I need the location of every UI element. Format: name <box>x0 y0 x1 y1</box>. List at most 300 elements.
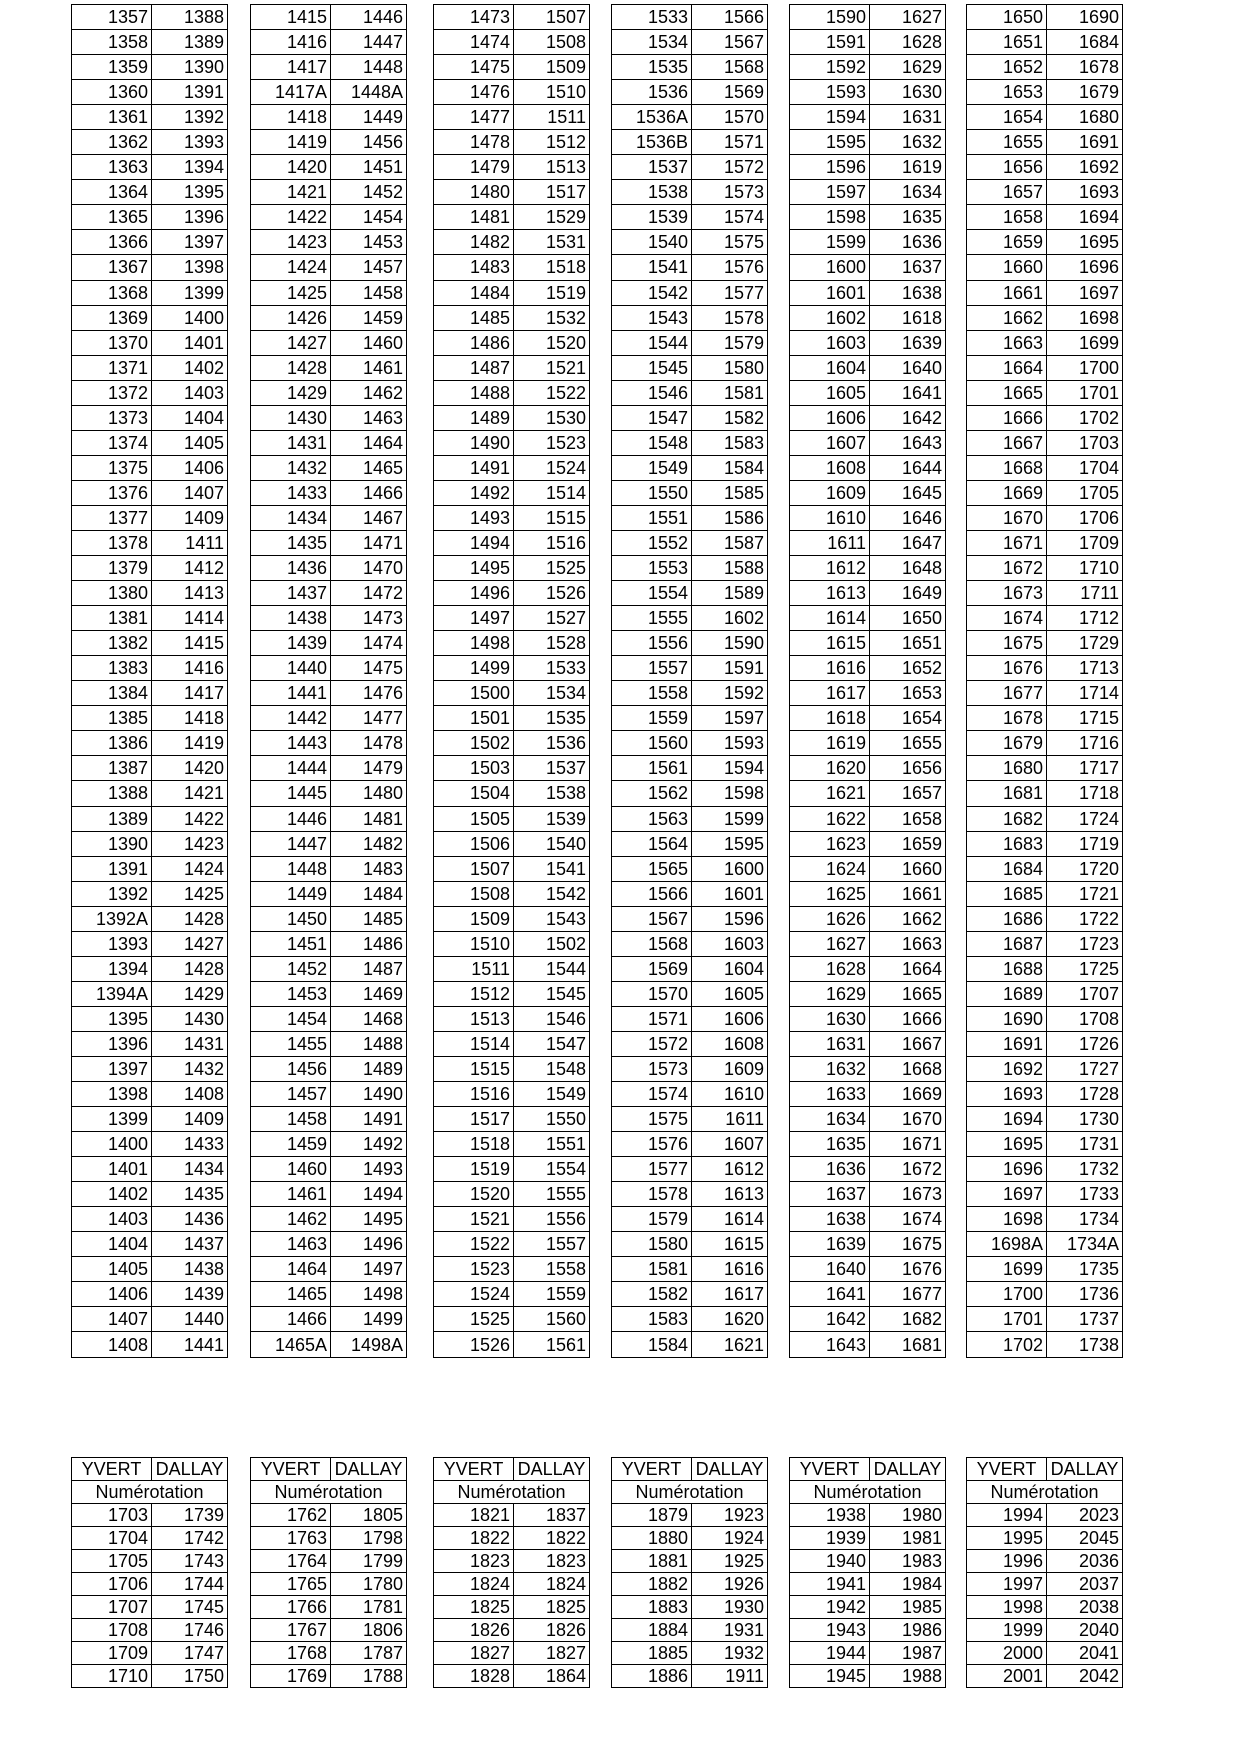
table-row <box>790 455 946 480</box>
cell-dallay: 1827 <box>514 1642 590 1665</box>
bottom-conversion-table-1 <box>71 1457 228 1688</box>
cell-dallay: 1981 <box>870 1527 946 1550</box>
table-row <box>434 180 590 205</box>
cell-yvert: 1513 <box>434 1006 514 1031</box>
table-row <box>612 330 768 355</box>
cell-dallay: 1679 <box>1047 80 1123 105</box>
cell-dallay: 1983 <box>870 1550 946 1573</box>
cell-dallay: 1648 <box>870 556 946 581</box>
cell-dallay: 1596 <box>692 906 768 931</box>
table-row <box>612 1665 768 1688</box>
table-row <box>72 756 228 781</box>
cell-dallay: 1672 <box>870 1157 946 1182</box>
table-row <box>434 1527 590 1550</box>
table-row <box>790 255 946 280</box>
cell-yvert: 1517 <box>434 1107 514 1132</box>
table-row <box>434 1596 590 1619</box>
table-row <box>612 1182 768 1207</box>
cell-dallay: 1631 <box>870 105 946 130</box>
table-row <box>790 656 946 681</box>
table-header-row <box>790 1458 946 1481</box>
cell-yvert: 1826 <box>434 1619 514 1642</box>
cell-yvert: 1545 <box>612 355 692 380</box>
table-row <box>612 1257 768 1282</box>
cell-dallay: 1428 <box>152 956 228 981</box>
table-row <box>790 956 946 981</box>
table-row <box>434 1307 590 1332</box>
cell-dallay: 1409 <box>152 505 228 530</box>
cell-yvert: 1942 <box>790 1596 870 1619</box>
cell-dallay: 1743 <box>152 1550 228 1573</box>
table-row <box>72 1006 228 1031</box>
cell-yvert: 1569 <box>612 956 692 981</box>
table-row <box>251 981 407 1006</box>
cell-yvert: 1605 <box>790 380 870 405</box>
table-row <box>790 105 946 130</box>
cell-dallay: 1727 <box>1047 1056 1123 1081</box>
table-row <box>967 556 1123 581</box>
cell-dallay: 1823 <box>514 1550 590 1573</box>
table-row <box>967 1207 1123 1232</box>
cell-yvert: 1497 <box>434 606 514 631</box>
cell-dallay: 1490 <box>331 1082 407 1107</box>
top-conversion-table-4 <box>611 4 768 1358</box>
cell-yvert: 1422 <box>251 205 331 230</box>
cell-dallay: 1651 <box>870 631 946 656</box>
cell-yvert: 1363 <box>72 155 152 180</box>
cell-dallay: 1496 <box>331 1232 407 1257</box>
cell-dallay: 1700 <box>1047 355 1123 380</box>
table-row <box>72 1056 228 1081</box>
cell-yvert: 1564 <box>612 831 692 856</box>
table-row <box>434 1642 590 1665</box>
table-row <box>790 1307 946 1332</box>
cell-dallay: 1528 <box>514 631 590 656</box>
cell-dallay: 1707 <box>1047 981 1123 1006</box>
table-row <box>72 1332 228 1357</box>
cell-dallay: 1636 <box>870 230 946 255</box>
cell-dallay: 1670 <box>870 1107 946 1132</box>
cell-yvert: 1391 <box>72 856 152 881</box>
table-row <box>434 255 590 280</box>
cell-dallay: 1497 <box>331 1257 407 1282</box>
table-row <box>612 355 768 380</box>
cell-dallay: 1781 <box>331 1596 407 1619</box>
cell-yvert: 1426 <box>251 305 331 330</box>
table-row <box>967 80 1123 105</box>
cell-dallay: 1750 <box>152 1665 228 1688</box>
table-row <box>612 1504 768 1527</box>
cell-yvert: 1690 <box>967 1006 1047 1031</box>
cell-dallay: 1398 <box>152 255 228 280</box>
cell-dallay: 1664 <box>870 956 946 981</box>
cell-dallay: 1671 <box>870 1132 946 1157</box>
cell-yvert: 1423 <box>251 230 331 255</box>
table-row <box>251 756 407 781</box>
cell-yvert: 1450 <box>251 906 331 931</box>
cell-yvert: 1499 <box>434 656 514 681</box>
cell-yvert: 1685 <box>967 881 1047 906</box>
cell-dallay: 1395 <box>152 180 228 205</box>
table-row <box>434 656 590 681</box>
table-row <box>790 205 946 230</box>
table-row <box>967 581 1123 606</box>
cell-dallay: 1537 <box>514 756 590 781</box>
cell-dallay: 1742 <box>152 1527 228 1550</box>
cell-yvert: 1395 <box>72 1006 152 1031</box>
table-subheader-row <box>434 1481 590 1504</box>
cell-yvert: 1554 <box>612 581 692 606</box>
cell-dallay: 1730 <box>1047 1107 1123 1132</box>
table-row <box>72 781 228 806</box>
cell-dallay: 1448A <box>331 80 407 105</box>
subheader-numerotation: Numérotation <box>790 1481 946 1504</box>
cell-dallay: 1581 <box>692 380 768 405</box>
cell-yvert: 1419 <box>251 130 331 155</box>
cell-yvert: 1431 <box>251 430 331 455</box>
cell-yvert: 1686 <box>967 906 1047 931</box>
table-row <box>790 606 946 631</box>
header-dallay: DALLAY <box>331 1458 407 1481</box>
table-row <box>72 706 228 731</box>
table-row <box>72 55 228 80</box>
table-row <box>612 756 768 781</box>
cell-dallay: 1544 <box>514 956 590 981</box>
cell-yvert: 1705 <box>72 1550 152 1573</box>
table-row <box>251 1282 407 1307</box>
cell-dallay: 1582 <box>692 405 768 430</box>
subheader-numerotation: Numérotation <box>72 1481 228 1504</box>
cell-dallay: 1529 <box>514 205 590 230</box>
table-row <box>612 1006 768 1031</box>
table-row <box>434 806 590 831</box>
table-row <box>612 1132 768 1157</box>
cell-dallay: 1719 <box>1047 831 1123 856</box>
cell-yvert: 1397 <box>72 1056 152 1081</box>
cell-yvert: 1484 <box>434 280 514 305</box>
cell-yvert: 1399 <box>72 1107 152 1132</box>
table-row <box>251 1550 407 1573</box>
cell-dallay: 1603 <box>692 931 768 956</box>
cell-dallay: 1522 <box>514 380 590 405</box>
table-row <box>790 230 946 255</box>
cell-dallay: 1550 <box>514 1107 590 1132</box>
cell-yvert: 1404 <box>72 1232 152 1257</box>
cell-yvert: 1481 <box>434 205 514 230</box>
cell-yvert: 1568 <box>612 931 692 956</box>
cell-dallay: 1487 <box>331 956 407 981</box>
cell-yvert: 1406 <box>72 1282 152 1307</box>
cell-dallay: 1390 <box>152 55 228 80</box>
cell-yvert: 1366 <box>72 230 152 255</box>
table-row <box>251 631 407 656</box>
table-row <box>251 656 407 681</box>
cell-yvert: 1384 <box>72 681 152 706</box>
cell-dallay: 1614 <box>692 1207 768 1232</box>
cell-dallay: 1401 <box>152 330 228 355</box>
cell-dallay: 1825 <box>514 1596 590 1619</box>
cell-yvert: 1388 <box>72 781 152 806</box>
table-row <box>967 230 1123 255</box>
table-row <box>790 155 946 180</box>
cell-yvert: 1671 <box>967 530 1047 555</box>
table-row <box>72 1527 228 1550</box>
table-row <box>251 956 407 981</box>
cell-dallay: 1493 <box>331 1157 407 1182</box>
cell-dallay: 1684 <box>1047 30 1123 55</box>
cell-dallay: 1712 <box>1047 606 1123 631</box>
cell-dallay: 1709 <box>1047 530 1123 555</box>
bottom-conversion-table-2 <box>250 1457 407 1688</box>
table-row <box>72 255 228 280</box>
cell-yvert: 1631 <box>790 1031 870 1056</box>
cell-yvert: 1509 <box>434 906 514 931</box>
cell-yvert: 1427 <box>251 330 331 355</box>
cell-dallay: 1486 <box>331 931 407 956</box>
cell-yvert: 1482 <box>434 230 514 255</box>
cell-dallay: 1448 <box>331 55 407 80</box>
cell-dallay: 1478 <box>331 731 407 756</box>
table-row <box>72 556 228 581</box>
cell-dallay: 1708 <box>1047 1006 1123 1031</box>
cell-dallay: 1394 <box>152 155 228 180</box>
cell-dallay: 1723 <box>1047 931 1123 956</box>
table-row <box>967 530 1123 555</box>
cell-dallay: 1690 <box>1047 5 1123 30</box>
cell-dallay: 1694 <box>1047 205 1123 230</box>
cell-dallay: 1489 <box>331 1056 407 1081</box>
cell-yvert: 1665 <box>967 380 1047 405</box>
table-row <box>72 530 228 555</box>
cell-dallay: 1517 <box>514 180 590 205</box>
cell-yvert: 1561 <box>612 756 692 781</box>
table-row <box>790 1665 946 1688</box>
cell-dallay: 1543 <box>514 906 590 931</box>
cell-dallay: 1584 <box>692 455 768 480</box>
cell-dallay: 1456 <box>331 130 407 155</box>
cell-dallay: 1526 <box>514 581 590 606</box>
cell-yvert: 1380 <box>72 581 152 606</box>
cell-dallay: 1576 <box>692 255 768 280</box>
table-row <box>790 756 946 781</box>
cell-yvert: 1559 <box>612 706 692 731</box>
table-row <box>434 581 590 606</box>
table-row <box>612 1282 768 1307</box>
cell-dallay: 1470 <box>331 556 407 581</box>
table-row <box>434 405 590 430</box>
cell-yvert: 1394 <box>72 956 152 981</box>
cell-dallay: 1639 <box>870 330 946 355</box>
table-row <box>434 1157 590 1182</box>
table-row <box>967 105 1123 130</box>
cell-yvert: 1678 <box>967 706 1047 731</box>
cell-yvert: 1445 <box>251 781 331 806</box>
cell-yvert: 1658 <box>967 205 1047 230</box>
table-row <box>967 681 1123 706</box>
table-row <box>72 155 228 180</box>
cell-yvert: 1707 <box>72 1596 152 1619</box>
cell-dallay: 1462 <box>331 380 407 405</box>
cell-dallay: 1502 <box>514 931 590 956</box>
table-row <box>967 606 1123 631</box>
cell-yvert: 1485 <box>434 305 514 330</box>
cell-dallay: 1780 <box>331 1573 407 1596</box>
cell-yvert: 1459 <box>251 1132 331 1157</box>
cell-dallay: 1711 <box>1047 581 1123 606</box>
table-row <box>612 30 768 55</box>
cell-yvert: 1698A <box>967 1232 1047 1257</box>
cell-yvert: 1659 <box>967 230 1047 255</box>
table-row <box>434 205 590 230</box>
cell-yvert: 1526 <box>434 1332 514 1357</box>
table-row <box>251 781 407 806</box>
cell-yvert: 1997 <box>967 1573 1047 1596</box>
cell-yvert: 1373 <box>72 405 152 430</box>
cell-dallay: 1399 <box>152 280 228 305</box>
table-row <box>72 1665 228 1688</box>
table-row <box>790 1619 946 1642</box>
cell-yvert: 1466 <box>251 1307 331 1332</box>
cell-dallay: 1585 <box>692 480 768 505</box>
cell-dallay: 1512 <box>514 130 590 155</box>
cell-dallay: 1539 <box>514 806 590 831</box>
cell-yvert: 1999 <box>967 1619 1047 1642</box>
cell-yvert: 1670 <box>967 505 1047 530</box>
cell-yvert: 1572 <box>612 1031 692 1056</box>
cell-dallay: 1593 <box>692 731 768 756</box>
cell-yvert: 1650 <box>967 5 1047 30</box>
table-row <box>612 856 768 881</box>
table-row <box>790 1182 946 1207</box>
cell-yvert: 1652 <box>967 55 1047 80</box>
cell-dallay: 1798 <box>331 1527 407 1550</box>
cell-dallay: 1534 <box>514 681 590 706</box>
cell-yvert: 1881 <box>612 1550 692 1573</box>
table-row <box>967 881 1123 906</box>
table-row <box>612 405 768 430</box>
table-row <box>790 505 946 530</box>
cell-dallay: 2037 <box>1047 1573 1123 1596</box>
cell-yvert: 1371 <box>72 355 152 380</box>
table-row <box>967 205 1123 230</box>
cell-dallay: 1579 <box>692 330 768 355</box>
table-row <box>967 280 1123 305</box>
table-row <box>967 355 1123 380</box>
cell-dallay: 1532 <box>514 305 590 330</box>
cell-dallay: 1488 <box>331 1031 407 1056</box>
cell-yvert: 1710 <box>72 1665 152 1688</box>
cell-yvert: 1687 <box>967 931 1047 956</box>
table-row <box>790 280 946 305</box>
cell-dallay: 1721 <box>1047 881 1123 906</box>
cell-yvert: 1619 <box>790 731 870 756</box>
cell-yvert: 1494 <box>434 530 514 555</box>
cell-yvert: 1827 <box>434 1642 514 1665</box>
table-row <box>72 280 228 305</box>
cell-dallay: 1403 <box>152 380 228 405</box>
table-row <box>72 1307 228 1332</box>
table-row <box>72 405 228 430</box>
cell-dallay: 1572 <box>692 155 768 180</box>
cell-dallay: 1413 <box>152 581 228 606</box>
cell-dallay: 1471 <box>331 530 407 555</box>
cell-dallay: 1923 <box>692 1504 768 1527</box>
cell-yvert: 1416 <box>251 30 331 55</box>
table-row <box>967 906 1123 931</box>
cell-yvert: 1480 <box>434 180 514 205</box>
cell-yvert: 1375 <box>72 455 152 480</box>
cell-dallay: 1657 <box>870 781 946 806</box>
cell-dallay: 1453 <box>331 230 407 255</box>
cell-dallay: 1457 <box>331 255 407 280</box>
cell-dallay: 1527 <box>514 606 590 631</box>
cell-yvert: 1616 <box>790 656 870 681</box>
cell-yvert: 1377 <box>72 505 152 530</box>
table-row <box>251 305 407 330</box>
table-row <box>612 105 768 130</box>
cell-dallay: 1724 <box>1047 806 1123 831</box>
cell-dallay: 1406 <box>152 455 228 480</box>
table-row <box>434 906 590 931</box>
cell-yvert: 1488 <box>434 380 514 405</box>
cell-yvert: 1437 <box>251 581 331 606</box>
cell-dallay: 1392 <box>152 105 228 130</box>
table-row <box>251 530 407 555</box>
cell-yvert: 1502 <box>434 731 514 756</box>
table-row <box>790 430 946 455</box>
cell-dallay: 1409 <box>152 1107 228 1132</box>
table-row <box>790 180 946 205</box>
table-row <box>251 1257 407 1282</box>
cell-yvert: 1536 <box>612 80 692 105</box>
cell-dallay: 1416 <box>152 656 228 681</box>
table-row <box>612 881 768 906</box>
cell-dallay: 1629 <box>870 55 946 80</box>
table-row <box>790 1573 946 1596</box>
cell-yvert: 1591 <box>790 30 870 55</box>
table-row <box>434 155 590 180</box>
table-row <box>967 1232 1123 1257</box>
header-yvert: YVERT <box>72 1458 152 1481</box>
cell-dallay: 1613 <box>692 1182 768 1207</box>
cell-yvert: 1566 <box>612 881 692 906</box>
cell-yvert: 1432 <box>251 455 331 480</box>
table-row <box>434 1573 590 1596</box>
table-row <box>434 280 590 305</box>
cell-dallay: 1635 <box>870 205 946 230</box>
table-subheader-row <box>72 1481 228 1504</box>
cell-yvert: 1492 <box>434 480 514 505</box>
cell-dallay: 1418 <box>152 706 228 731</box>
cell-yvert: 1700 <box>967 1282 1047 1307</box>
cell-dallay: 1634 <box>870 180 946 205</box>
table-row <box>72 455 228 480</box>
table-row <box>72 305 228 330</box>
cell-yvert: 1580 <box>612 1232 692 1257</box>
cell-dallay: 1474 <box>331 631 407 656</box>
cell-dallay: 1551 <box>514 1132 590 1157</box>
cell-yvert: 1487 <box>434 355 514 380</box>
table-row <box>434 1550 590 1573</box>
cell-yvert: 1663 <box>967 330 1047 355</box>
cell-dallay: 1604 <box>692 956 768 981</box>
table-row <box>612 981 768 1006</box>
table-row <box>251 1642 407 1665</box>
cell-dallay: 1745 <box>152 1596 228 1619</box>
table-row <box>967 55 1123 80</box>
cell-dallay: 1467 <box>331 505 407 530</box>
table-row <box>790 706 946 731</box>
